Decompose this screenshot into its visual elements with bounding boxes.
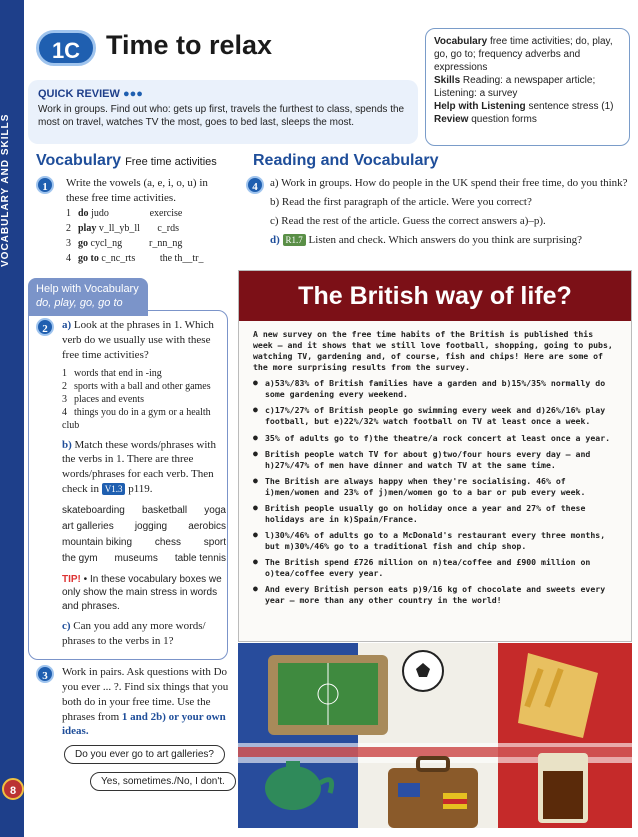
- exercise-2-list-item: 4 things you do in a gym or a health club: [62, 406, 211, 431]
- review-dots: ●●●: [122, 88, 143, 100]
- vocabulary-word: mountain biking: [62, 536, 133, 548]
- vocabulary-word: jogging: [134, 520, 168, 532]
- side-tab-label: VOCABULARY AND SKILLS: [0, 113, 11, 267]
- audio-reference-badge: R1.7: [283, 234, 306, 246]
- quick-review-text: Work in groups. Find out who: gets up first, travels the furthest to class, spends the most on travel, watches TV the most, goes to bed last, sleeps the most.: [38, 104, 405, 128]
- exercise-2: 2 a) Look at the phrases in 1. Which verb do we usually use with these free time activities? 1 words that end in -ing 2 sports with a ball and other games 3 places and events 4 things you do in a gym or a health club b) Match these words/phrases with the verbs in 1. There are three words/phrases for each verb. Then check in V1.3 p119. skateboarding basketball yoga art galleries jogging aerobics mountain biking chess sport the gym museums table tennis TIP! • In these vocabulary boxes we only show the main stress in words and phrases. c) Can you add any more words/ phrases to the verbs in 1?: [36, 318, 226, 649]
- exercise-1-item: 4 go to c_nc_rts the th__tr_: [66, 252, 204, 264]
- exercise-3: 3 Work in pairs. Ask questions with Do you ever ... ?. Find six things that you both do in your free time. Use the phrases from 1 and 2b) or your own ideas.: [36, 665, 231, 739]
- page-number: 8: [2, 778, 24, 800]
- exercise-2-list: [62, 367, 226, 432]
- exercise-2-list-item: 1 words that end in -ing: [62, 367, 162, 379]
- vocabulary-word: sport: [203, 536, 226, 548]
- exercise-1-item: 1 do judo exercise: [66, 207, 183, 219]
- exercise-1-instruction: Write the vowels (a, e, i, o, u) in these free time activities.: [66, 177, 208, 204]
- article-bullet: ● The British are always happy when they're socialising. 46% of i)men/women and 23% of j)men/women go to a bar or pub every week.: [253, 476, 617, 498]
- tip: TIP! • In these vocabulary boxes we only show the main stress in words and phrases.: [62, 573, 222, 612]
- article-bullet: ● 35% of adults go to f)the theatre/a rock concert at least once a year.: [253, 433, 617, 444]
- vocabulary-row: [62, 503, 226, 519]
- article-bullet: ● a)53%/83% of British families have a garden and b)15%/35% normally do some gardening every weekend.: [253, 378, 617, 400]
- reading-heading: Reading and Vocabulary: [253, 152, 439, 169]
- page-title: Time to relax: [106, 30, 273, 60]
- vocabulary-heading: Vocabulary Free time activities: [36, 152, 217, 169]
- reference-badge: V1.3: [102, 483, 126, 495]
- illustration: [238, 643, 632, 828]
- vocabulary-word: museums: [114, 552, 158, 564]
- vocabulary-grid: [62, 503, 226, 567]
- article-bullet: ● The British spend £726 million on n)tea/coffee and £900 million on o)tea/coffee every year.: [253, 557, 617, 579]
- vocabulary-word: yoga: [204, 504, 226, 516]
- help-with-vocabulary-tab: Help with Vocabulary do, play, go, go to: [28, 278, 148, 316]
- skills-overview-box: Vocabulary free time activities; do, play, go, go to; frequency adverbs and expressions Skills Reading: a newspaper article; Listening: a survey Help with Listening sentence stress (1) Review question forms: [425, 28, 630, 146]
- vocabulary-word: skateboarding: [62, 504, 125, 516]
- exercise-number: 2: [36, 318, 54, 336]
- free-time-collage: [238, 643, 632, 828]
- exercise-1-item: 2 play v_ll_yb_ll c_rds: [66, 222, 180, 234]
- exercise-number: 1: [36, 176, 54, 194]
- article-title: The British way of life?: [239, 271, 631, 321]
- speech-bubble-question: Do you ever go to art galleries?: [64, 745, 225, 764]
- exercise-number: 3: [36, 665, 54, 683]
- exercise-1-items: [66, 206, 231, 266]
- quick-review-title: QUICK REVIEW ●●●: [38, 88, 143, 100]
- article-intro: A new survey on the free time habits of the British is published this week – and it shows that we still love football, shopping, going to pubs, watching TV, gardening and, of course, fish and chips! Here are some of the more surprising results from the survey.: [253, 329, 613, 373]
- teapot-icon: [265, 766, 321, 810]
- vocabulary-word: art galleries: [62, 520, 114, 532]
- vocabulary-word: the gym: [62, 552, 98, 564]
- vocabulary-word: basketball: [142, 504, 188, 516]
- vocabulary-row: [62, 519, 226, 535]
- article-bullet: ● And every British person eats p)9/16 kg of chocolate and sweets every year – more than any other country in the world!: [253, 584, 617, 606]
- article-bullet: ● c)17%/27% of British people go swimming every week and d)26%/16% play football, but e)22%/32% watch football on TV at least once a week.: [253, 405, 617, 427]
- exercise-1: [36, 176, 231, 266]
- unit-code: 1C: [36, 30, 96, 66]
- quick-review-box: [28, 80, 418, 144]
- vocabulary-row: [62, 551, 226, 567]
- speech-bubble-answer: Yes, sometimes./No, I don't.: [90, 772, 236, 791]
- article-bullet: ● l)30%/46% of adults go to a McDonald's restaurant every three months, but m)30%/46% go to a traditional fish and chip shop.: [253, 530, 617, 552]
- article-bullet: ● British people watch TV for about g)two/four hours every day – and h)27%/47% of men have dinner and watch TV at the same time.: [253, 449, 617, 471]
- vocabulary-word: aerobics: [188, 520, 226, 532]
- vocabulary-word: chess: [154, 536, 181, 548]
- exercise-2-list-item: 3 places and events: [62, 393, 144, 405]
- article-bullets: [253, 378, 617, 606]
- exercise-1-item: 3 go cycl_ng r_nn_ng: [66, 237, 183, 249]
- exercise-number: 4: [246, 176, 264, 194]
- vocabulary-row: [62, 535, 226, 551]
- article: [238, 270, 632, 642]
- exercise-4: 4 a) Work in groups. How do people in the UK spend their free time, do you think? b) Read the first paragraph of the article. Were you correct? c) Read the rest of the article. Guess the correct answers a)–p). d) R1.7 Listen and check. Which answers do you think are surprising?: [246, 176, 634, 247]
- vocabulary-word: table tennis: [174, 552, 226, 564]
- exercise-2-list-item: 2 sports with a ball and other games: [62, 380, 211, 392]
- article-bullet: ● British people usually go on holiday once a year and 27% of these holidays are in k)Spain/France.: [253, 503, 617, 525]
